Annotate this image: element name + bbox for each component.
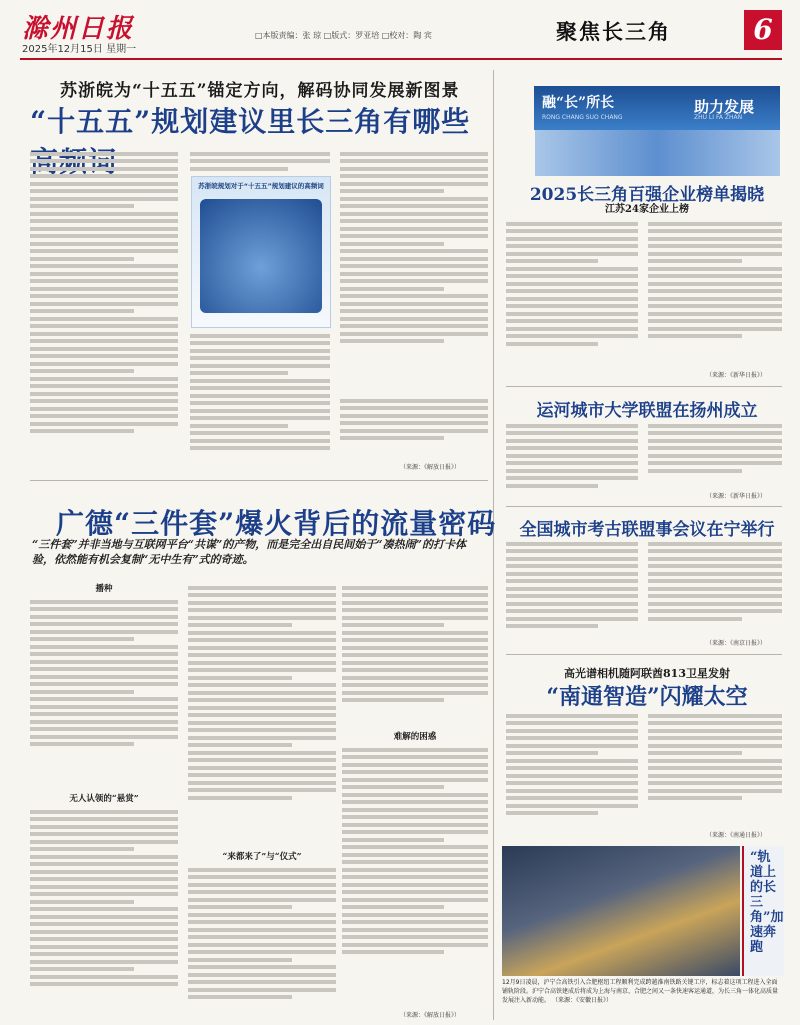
photo-byline: （来源：《安徽日报》） [551,997,612,1004]
photo-side-title: “轨道上的长三角”加速奔跑 [750,850,784,955]
banner-left-title: 融“长”所长 [542,95,615,111]
article2-body-col1b [30,806,178,1018]
news4-byline: （来源：《南通日报》） [706,832,767,839]
section-divider-2 [506,386,782,387]
article2-lede: “三件套”并非当地与互联网平台“共谋”的产物，而是完全出自民间始于“凑热闹”的打卡体验，依然能有机会复制“无中生有”式的奇迹。 [32,538,466,566]
newspaper-logo: 滁州日报 [22,14,135,44]
news1-headline: 2025长三角百强企业榜单揭晓 [529,185,765,205]
banner-left-pinyin: RONG CHANG SUO CHANG [542,114,623,121]
news4-body-col1 [506,710,638,834]
section-divider-4 [506,654,782,655]
section-title: 聚焦长三角 [556,19,671,44]
editor-credits: □本版责编：张 琼 □版式：罗亚培 □校对：陶 宾 [255,31,432,40]
railway-construction-photo [502,846,740,976]
article2-body-col1a [30,596,178,771]
news3-headline: 全国城市考古联盟事会议在宁举行 [519,520,775,540]
masthead [0,0,800,62]
yangtze-delta-map-image [535,130,780,176]
article1-body-col1 [30,148,178,473]
article1-byline: （来源：《解放日报》） [400,464,461,471]
news4-body-col2 [648,710,782,824]
section-divider-1 [30,480,488,481]
news1-body-col1 [506,218,638,368]
article2-headline: 广德“三件套”爆火背后的流量密码 [56,507,497,540]
news2-body-col2 [648,420,782,488]
section-divider-3 [506,506,782,507]
article1-body-col3b [340,395,488,457]
news1-body-col2 [648,218,782,368]
article1-body-col3 [340,148,488,388]
article1-body-col2-top [190,148,330,174]
article1-kicker: 苏浙皖为“十五五”锚定方向，解码协同发展新图景 [60,81,460,101]
word-cloud-graphic [191,176,331,328]
news4-kicker: 高光谱相机随阿联酋813卫星发射 [564,667,730,680]
article2-body-col2a [188,582,336,844]
banner-right-title: 助力发展 [694,98,755,116]
page-number: 6 [744,10,782,50]
article1-headline: “十五五”规划建议里长三角有哪些 [30,105,471,138]
article2-subhead-3: “来都来了”与“仪式” [222,852,302,862]
article2-subhead-1: 播种 [95,584,113,594]
article2-body-col2b [188,864,336,1018]
banner-right-pinyin: ZHU LI FA ZHAN [694,114,743,121]
article1-body-col2 [190,330,330,470]
graphic-title: 苏浙皖规划对于“十五五”规划建议的高频词 [198,182,324,190]
news1-byline: （来源：《新华日报》） [706,372,767,379]
news4-headline: “南通智造”闪耀太空 [546,684,748,710]
article2-body-col3a [342,582,488,724]
issue-date: 2025年12月15日 星期一 [22,44,137,55]
masthead-rule [20,58,782,60]
article2-body-col3b [342,744,488,1006]
photo-side-panel [742,846,784,976]
news1-subhead: 江苏24家企业上榜 [605,204,689,215]
news3-byline: （来源：《南京日报》） [706,640,767,647]
column-banner [534,86,780,130]
news2-headline: 运河城市大学联盟在扬州成立 [536,401,758,421]
article2-byline: （来源：《解放日报》） [400,1012,461,1019]
news3-body-col1 [506,538,638,643]
news2-byline: （来源：《新华日报》） [706,493,767,500]
column-divider [493,70,494,1020]
photo-caption-text: 12月9日凌晨，沪宁合高铁引入合肥枢纽工程顺利完成跨越淮南铁路关键工序，标志着这项工程进入全面铺轨阶段。沪宁合高铁建成后将成为上海与南京、合肥之间又一条快速客运通道，为长三角一体化高质量发展注入新动能。 [502,979,779,1004]
article2-subhead-2: 无人认领的“悬赏” [69,794,139,804]
news2-body-col1 [506,420,638,498]
photo-caption [502,978,782,1005]
article2-subhead-4: 难解的困惑 [393,732,437,742]
chip-illustration [200,199,322,313]
news3-body-col2 [648,538,782,634]
